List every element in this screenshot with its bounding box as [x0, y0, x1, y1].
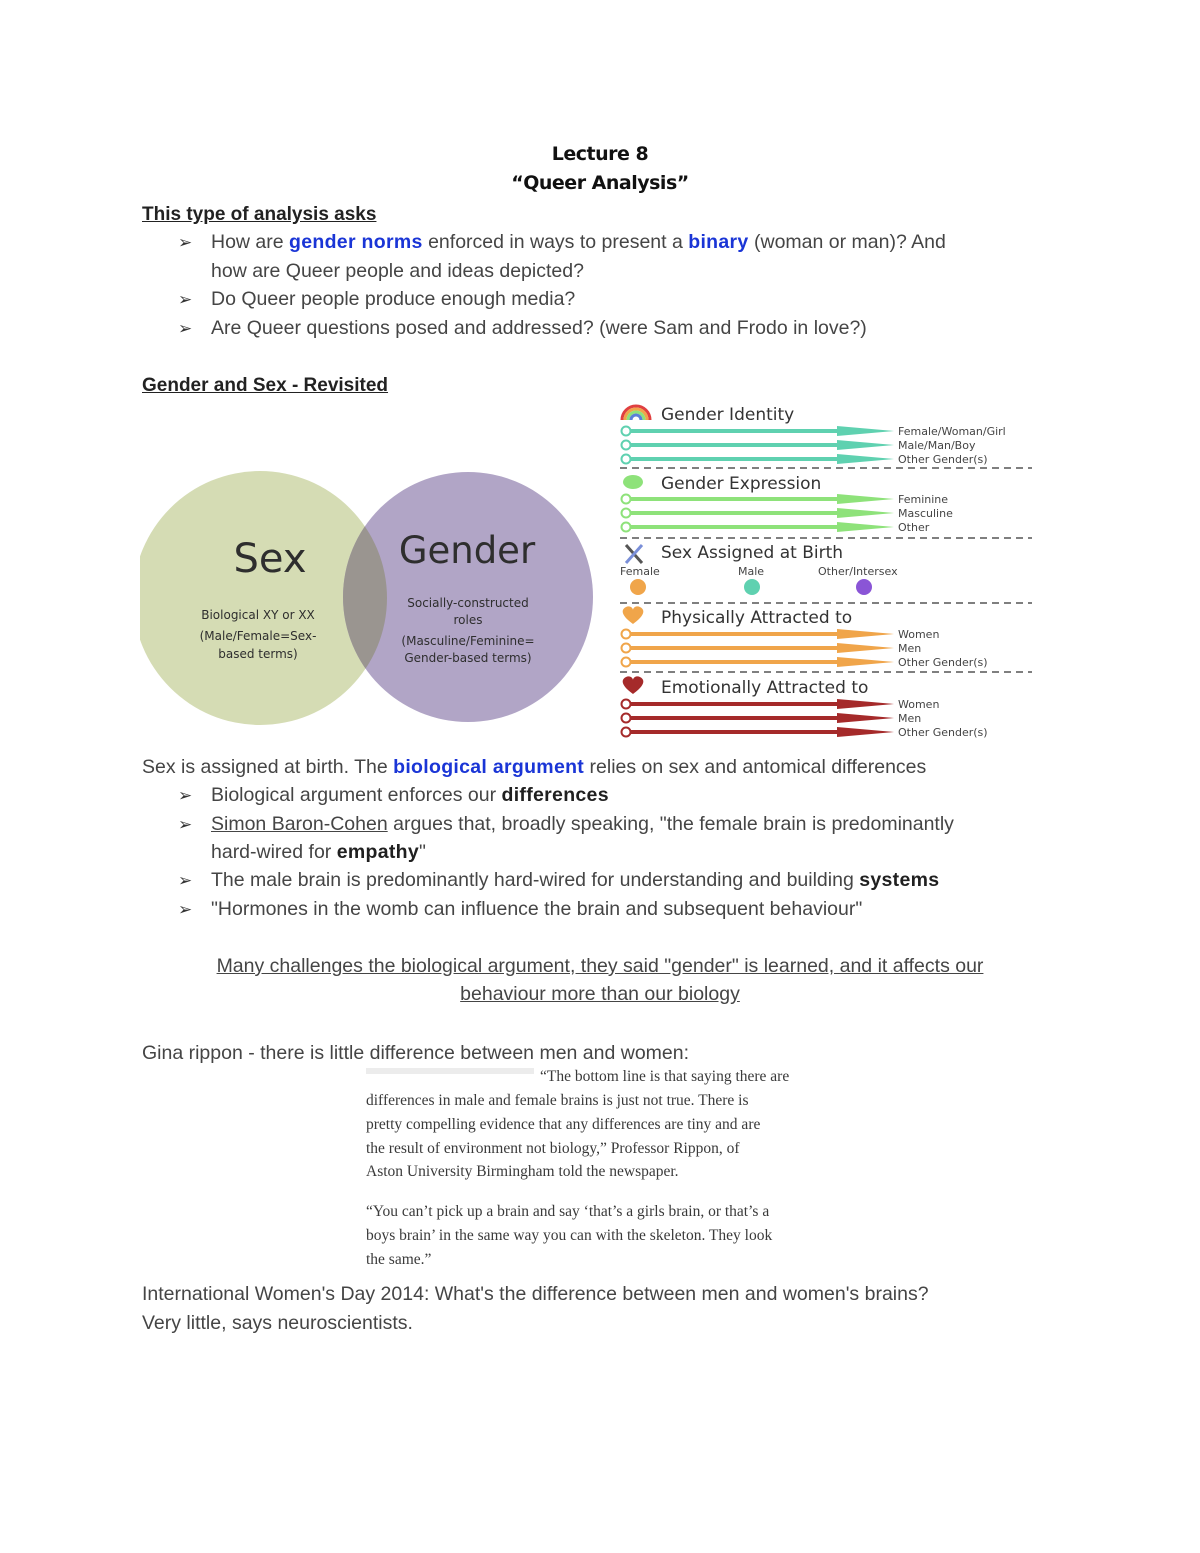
- emotional-option-2: Men: [898, 712, 922, 725]
- gender-spectrum-diagram: [612, 398, 1040, 743]
- keyword-empathy: empathy: [336, 841, 420, 863]
- venn-gender-line2: roles: [453, 613, 483, 627]
- birth-dot-intersex: [856, 579, 872, 595]
- arrow-bullet-icon: ➢: [178, 290, 193, 309]
- section-heading-analysis: This type of analysis asks: [142, 204, 377, 225]
- keyword-gender-norms: gender norms: [289, 231, 423, 253]
- bullet-baron-cohen-cont: [211, 841, 426, 864]
- keyword-differences: differences: [501, 784, 609, 806]
- gender-identity-rails: [622, 426, 895, 464]
- text-span: argues that, broadly speaking, "the female brain is predominantly: [387, 813, 954, 835]
- simon-baron-cohen-link[interactable]: Simon Baron-Cohen: [211, 813, 388, 835]
- text-span: ": [419, 841, 426, 863]
- expression-option-2: Masculine: [898, 507, 953, 520]
- emotional-option-3: Other Gender(s): [898, 726, 988, 739]
- physical-option-2: Men: [898, 642, 922, 655]
- bullet-gender-norms: [211, 231, 946, 254]
- quote2-line3: the same.”: [366, 1251, 432, 1268]
- birth-dot-female: [630, 579, 646, 595]
- birth-option-2: Male: [738, 565, 765, 578]
- venn-sex-line3: based terms): [218, 647, 298, 661]
- physical-attraction-rails: [622, 629, 895, 667]
- quote2-line1: “You can’t pick up a brain and say ‘that’s a girls brain, or that’s a: [366, 1203, 770, 1220]
- expression-dot-icon: [623, 475, 643, 489]
- identity-option-3: Other Gender(s): [898, 453, 988, 466]
- iwd-headline-line1: International Women's Day 2014: What's the difference between men and women's brains?: [142, 1283, 929, 1305]
- arrow-bullet-icon: ➢: [178, 900, 193, 919]
- page-title: Lecture 8: [551, 143, 649, 165]
- keyword-binary: binary: [688, 231, 749, 253]
- orange-heart-icon: [623, 606, 644, 624]
- red-heart-icon: [623, 676, 644, 694]
- birth-option-1: Female: [620, 565, 660, 578]
- emotionally-attracted-title: Emotionally Attracted to: [661, 678, 869, 698]
- emotional-option-1: Women: [898, 698, 940, 711]
- quote1-line3: pretty compelling evidence that any differences are tiny and are: [366, 1116, 761, 1133]
- biological-argument-intro: [142, 756, 926, 779]
- arrow-bullet-icon: ➢: [178, 233, 193, 252]
- gina-rippon-intro: Gina rippon - there is little difference between men and women:: [142, 1042, 690, 1064]
- rainbow-icon: [622, 406, 650, 420]
- page-subtitle: “Queer Analysis”: [511, 172, 689, 194]
- arrow-bullet-icon: ➢: [178, 786, 193, 805]
- text-span: Sex is assigned at birth. The: [142, 756, 394, 778]
- physically-attracted-title: Physically Attracted to: [661, 608, 853, 628]
- text-span: hard-wired for: [211, 841, 337, 863]
- bullet-male-brain: [211, 869, 939, 892]
- birth-option-3: Other/Intersex: [818, 565, 898, 578]
- sex-gender-venn-diagram: [140, 465, 600, 730]
- identity-option-1: Female/Woman/Girl: [898, 425, 1006, 438]
- physical-option-3: Other Gender(s): [898, 656, 988, 669]
- venn-gender-line4: Gender-based terms): [404, 651, 532, 665]
- gender-identity-title: Gender Identity: [661, 405, 795, 425]
- identity-option-2: Male/Man/Boy: [898, 439, 976, 452]
- bullet-baron-cohen: [211, 813, 954, 836]
- expression-option-3: Other: [898, 521, 930, 534]
- keyword-systems: systems: [859, 869, 940, 891]
- emotional-attraction-rails: [622, 699, 895, 737]
- bullet-queer-media: Do Queer people produce enough media?: [211, 288, 576, 310]
- arrow-bullet-icon: ➢: [178, 815, 193, 834]
- venn-sex-line2: (Male/Female=Sex-: [199, 629, 317, 643]
- venn-sex-title: Sex: [233, 536, 307, 582]
- physical-option-1: Women: [898, 628, 940, 641]
- expression-option-1: Feminine: [898, 493, 949, 506]
- chromosome-icon: [626, 545, 642, 563]
- text-span: The male brain is predominantly hard-wired for understanding and building: [211, 869, 860, 891]
- birth-dot-male: [744, 579, 760, 595]
- sex-at-birth-title: Sex Assigned at Birth: [661, 543, 844, 563]
- bullet-differences: [211, 784, 609, 807]
- arrow-bullet-icon: ➢: [178, 871, 193, 890]
- challenges-statement-line1: Many challenges the biological argument, they said "gender" is learned, and it affects our: [216, 955, 984, 977]
- venn-sex-line1: Biological XY or XX: [201, 608, 315, 622]
- bullet-gender-norms-cont: how are Queer people and ideas depicted?: [211, 260, 584, 282]
- venn-gender-line3: (Masculine/Feminine=: [401, 634, 535, 648]
- text-span: Biological argument enforces our: [211, 784, 502, 806]
- gender-expression-title: Gender Expression: [661, 474, 822, 494]
- quote1-line1: “The bottom line is that saying there are: [540, 1068, 790, 1085]
- arrow-bullet-icon: ➢: [178, 319, 193, 338]
- text-span: enforced in ways to present a: [422, 231, 689, 253]
- quote1-line4: the result of environment not biology,” Professor Rippon, of: [366, 1140, 740, 1157]
- iwd-headline-line2: Very little, says neuroscientists.: [142, 1312, 413, 1334]
- quote1-line2: differences in male and female brains is just not true. There is: [366, 1092, 749, 1109]
- text-span: (woman or man)? And: [748, 231, 946, 253]
- section-heading-gender-sex: Gender and Sex - Revisited: [142, 375, 389, 396]
- bullet-queer-questions: Are Queer questions posed and addressed? (were Sam and Frodo in love?): [211, 317, 867, 339]
- quote2-line2: boys brain’ in the same way you can with the skeleton. They look: [366, 1227, 773, 1244]
- venn-gender-line1: Socially-constructed: [407, 596, 529, 610]
- keyword-biological-argument: biological argument: [393, 756, 585, 778]
- challenges-statement-line2: behaviour more than our biology: [460, 983, 740, 1005]
- quote1-line5: Aston University Birmingham told the newspaper.: [366, 1163, 679, 1180]
- text-span: How are: [211, 231, 290, 253]
- bullet-hormones: "Hormones in the womb can influence the brain and subsequent behaviour": [211, 898, 863, 920]
- gender-expression-rails: [622, 494, 895, 532]
- venn-gender-title: Gender: [398, 529, 536, 572]
- text-span: relies on sex and antomical differences: [584, 756, 927, 778]
